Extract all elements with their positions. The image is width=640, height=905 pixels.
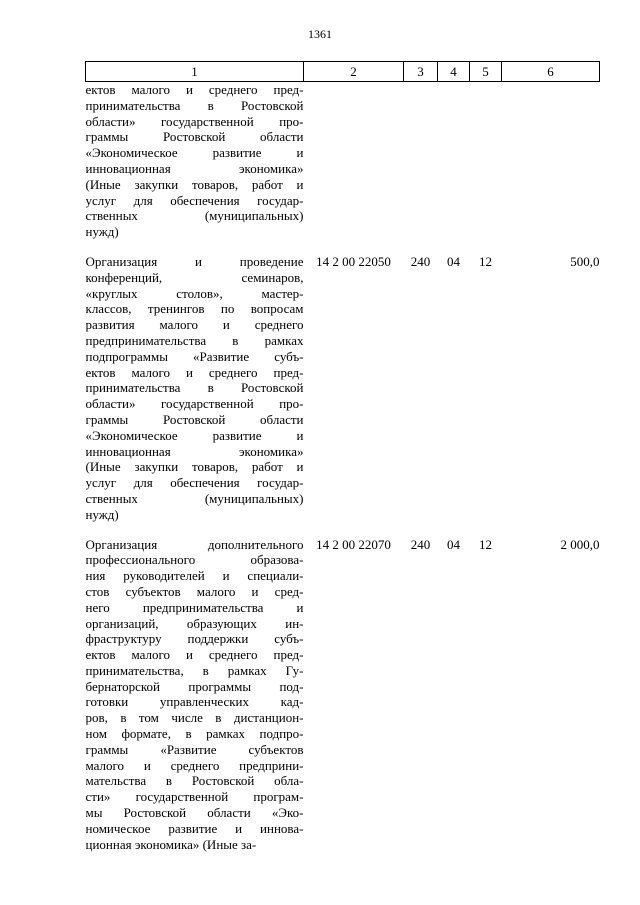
description-line: номическое развитие и иннова- <box>85 820 304 836</box>
header-row <box>86 62 600 82</box>
description-line: подпрограммы «Развитие субъ- <box>85 348 304 364</box>
description-line: ционная экономика» (Иные за- <box>85 836 257 852</box>
description-line: ном формате, в рамках подпро- <box>85 726 304 742</box>
description-line: нужд) <box>85 506 119 522</box>
description-line: «круглых столов», мастер- <box>85 285 304 301</box>
description-line: ектов малого и среднего пред- <box>85 647 304 663</box>
description-line: Организация дополнительного <box>85 536 304 552</box>
description-line: нужд) <box>85 224 119 240</box>
description-line: принимательства, в рамках Гу- <box>85 662 304 678</box>
description-line: ектов малого и среднего пред- <box>85 364 304 380</box>
description-line: области» государственной про- <box>85 396 304 412</box>
header-col-5: 5 <box>470 62 502 82</box>
description-line: области» государственной про- <box>85 113 304 129</box>
table-row <box>86 537 600 867</box>
row-vr: 240 <box>410 536 431 552</box>
row-rz <box>438 82 470 254</box>
description-line: ственных (муниципальных) <box>85 208 304 224</box>
row-code: 14 2 00 22050 <box>316 253 391 269</box>
description-line: граммы Ростовской области <box>85 411 304 427</box>
description-line: граммы «Развитие субъектов <box>85 741 304 757</box>
description-line: готовки управленческих кад- <box>85 694 304 710</box>
description-line: стов субъектов малого и сред- <box>85 583 304 599</box>
description-line: классов, тренингов по вопросам <box>85 301 304 317</box>
description-line: (Иные закупки товаров, работ и <box>85 459 304 475</box>
row-amount <box>502 82 600 254</box>
description-line: принимательства в Ростовской <box>85 380 304 396</box>
description-line: (Иные закупки товаров, работ и <box>85 176 304 192</box>
row-vr: 240 <box>410 253 431 269</box>
row-rz: 04 <box>447 253 460 269</box>
description-line: ектов малого и среднего пред- <box>85 82 304 97</box>
description-line: ния руководителей и специали- <box>85 568 304 584</box>
table-row <box>86 254 600 537</box>
row-vr <box>404 82 438 254</box>
row-code: 14 2 00 22070 <box>316 536 391 552</box>
description-line: предпринимательства в рамках <box>85 332 304 348</box>
page-number: 1361 <box>308 27 332 41</box>
row-pr: 12 <box>479 253 492 269</box>
row-amount: 2 000,0 <box>560 536 600 552</box>
description-line: принимательства в Ростовской <box>85 97 304 113</box>
header-col-6: 6 <box>502 62 600 82</box>
description-line: инновационная экономика» <box>85 443 304 459</box>
row-code <box>304 82 404 254</box>
description-line: мы Ростовской области «Эко- <box>85 805 304 821</box>
description-line: услуг для обеспечения государ- <box>85 192 304 208</box>
header-col-4: 4 <box>438 62 470 82</box>
description-line: профессионального образова- <box>85 552 304 568</box>
description-line: услуг для обеспечения государ- <box>85 475 304 491</box>
description-line: ров, в том числе в дистанцион- <box>85 710 304 726</box>
row-description <box>86 254 304 537</box>
row-pr <box>470 82 502 254</box>
description-line: мательства в Ростовской обла- <box>85 773 304 789</box>
description-line: организаций, образующих ин- <box>85 615 304 631</box>
description-line: инновационная экономика» <box>85 160 304 176</box>
row-description <box>86 537 304 867</box>
description-line: бернаторской программы под- <box>85 678 304 694</box>
description-line: сти» государственной програм- <box>85 789 304 805</box>
description-line: малого и среднего предприни- <box>85 757 304 773</box>
description-line: «Экономическое развитие и <box>85 145 304 161</box>
row-amount: 500,0 <box>570 253 600 269</box>
description-line: граммы Ростовской области <box>85 129 304 145</box>
row-description <box>86 82 304 254</box>
description-line: ственных (муниципальных) <box>85 490 304 506</box>
budget-table <box>85 61 600 866</box>
row-pr: 12 <box>479 536 492 552</box>
description-line: «Экономическое развитие и <box>85 427 304 443</box>
header-col-2: 2 <box>304 62 404 82</box>
description-line: фраструктуру поддержки субъ- <box>85 631 304 647</box>
description-line: Организация и проведение <box>85 253 304 269</box>
description-line: него предпринимательства и <box>85 599 304 615</box>
table-row <box>86 82 600 254</box>
description-line: конференций, семинаров, <box>85 269 304 285</box>
description-line: развития малого и среднего <box>85 317 304 333</box>
header-col-3: 3 <box>404 62 438 82</box>
header-col-1: 1 <box>86 62 304 82</box>
row-rz: 04 <box>447 536 460 552</box>
